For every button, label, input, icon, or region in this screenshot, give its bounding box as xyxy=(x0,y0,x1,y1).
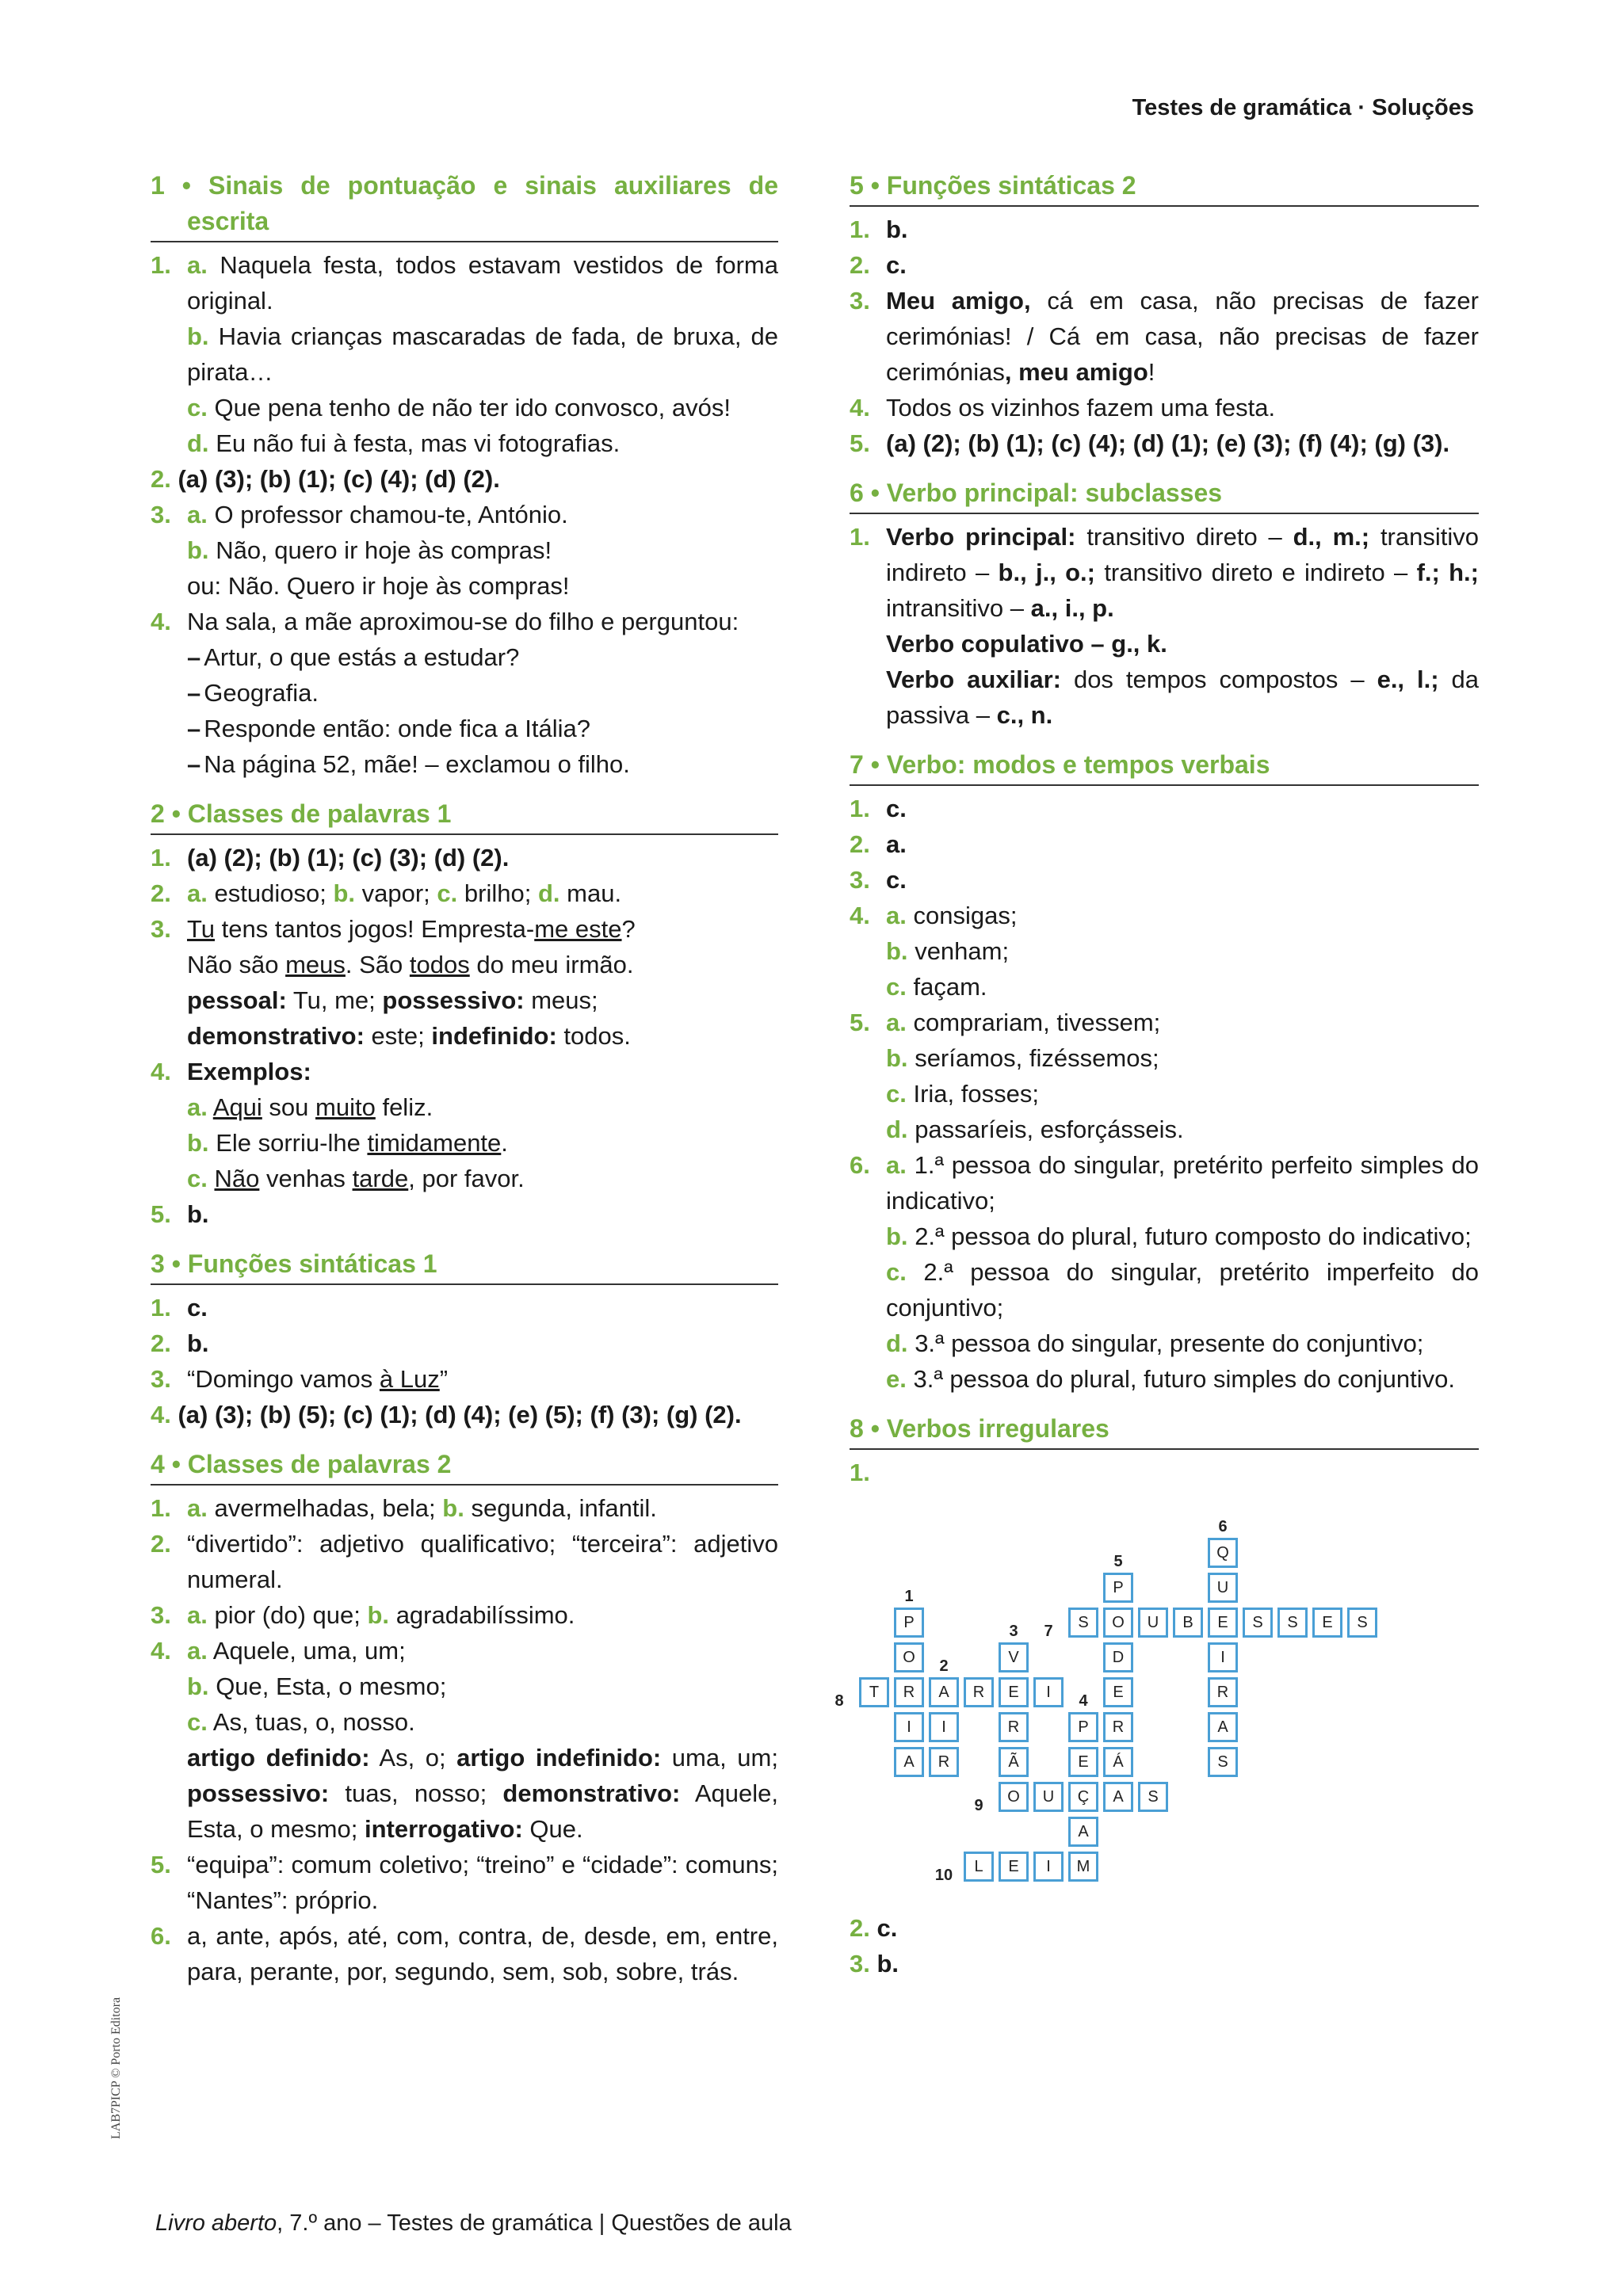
s7-item-6d: d. 3.ª pessoa do singular, presente do conjuntivo; xyxy=(886,1329,1424,1357)
crossword-cell: A xyxy=(894,1747,924,1777)
s2-item-3-line2: Não são meus. São todos do meu irmão. xyxy=(187,951,634,978)
page-footer: Livro aberto, 7.º ano – Testes de gramática | Questões de aula xyxy=(155,2210,792,2236)
s7-item-6e: e. 3.ª pessoa do plural, futuro simples do conjuntivo. xyxy=(886,1365,1456,1393)
crossword-cell: E xyxy=(1208,1608,1238,1638)
s7-item-6a: 6. a. 1.ª pessoa do singular, pretérito perfeito simples do indicativo; xyxy=(850,1151,1479,1215)
s7-item-6b: b. 2.ª pessoa do plural, futuro composto do indicativo; xyxy=(886,1222,1472,1250)
s2-item-4c: c. Não venhas tarde, por favor. xyxy=(187,1165,525,1192)
crossword-cell: S xyxy=(1277,1608,1308,1638)
crossword-cell: S xyxy=(1208,1747,1238,1777)
s1-item-3ou: ou: Não. Quero ir hoje às compras! xyxy=(187,572,570,600)
section-3-title: 3 • Funções sintáticas 1 xyxy=(151,1246,778,1285)
s4-item-3: 3. a. pior (do) que; b. agradabilíssimo. xyxy=(151,1601,575,1629)
s6-copulativo: Verbo copulativo – g., k. xyxy=(886,630,1167,658)
dialogue-line: – Responde então: onde fica a Itália? xyxy=(187,715,591,742)
s4-item-5: 5. “equipa”: comum coletivo; “treino” e “cidade”: comuns; “Nantes”: próprio. xyxy=(151,1851,778,1914)
section-5 xyxy=(850,168,1479,461)
crossword-clue-number: 5 xyxy=(1113,1553,1123,1570)
section-6-title: 6 • Verbo principal: subclasses xyxy=(850,475,1479,514)
section-2 xyxy=(151,796,778,1232)
crossword-cell: R xyxy=(1208,1677,1238,1707)
s7-item-5a: 5. a. comprariam, tivessem; xyxy=(850,1009,1161,1036)
crossword-cell: S xyxy=(1243,1608,1273,1638)
s2-item-3-line4: demonstrativo: este; indefinido: todos. xyxy=(187,1022,631,1050)
s2-item-4: 4. Exemplos: xyxy=(151,1058,311,1085)
crossword-cell: S xyxy=(1347,1608,1377,1638)
crossword-cell: Ç xyxy=(1068,1782,1098,1812)
crossword-cell: P xyxy=(894,1608,924,1638)
left-column xyxy=(151,168,778,2004)
s3-item-3: 3. “Domingo vamos à Luz” xyxy=(151,1365,449,1393)
crossword-cell: U xyxy=(1138,1608,1168,1638)
s4-item-2: 2. “divertido”: adjetivo qualificativo; “terceira”: adjetivo numeral. xyxy=(151,1530,778,1593)
crossword-cell: R xyxy=(894,1677,924,1707)
crossword-clue-number: 6 xyxy=(1218,1518,1228,1535)
s2-item-4b: b. Ele sorriu-lhe timidamente. xyxy=(187,1129,508,1157)
crossword-cell: B xyxy=(1173,1608,1203,1638)
s5-item-4: 4. Todos os vizinhos fazem uma festa. xyxy=(850,394,1276,421)
section-5-title: 5 • Funções sintáticas 2 xyxy=(850,168,1479,207)
s8-item-2: 2. c. xyxy=(850,1914,898,1942)
right-column xyxy=(834,168,1480,1996)
crossword-cell: S xyxy=(1138,1782,1168,1812)
s1-item-1a: 1. a. Naquela festa, todos estavam vestidos de forma original. xyxy=(151,251,778,315)
crossword-cell: E xyxy=(999,1852,1029,1882)
s4-item-4c: c. As, tuas, o, nosso. xyxy=(187,1708,415,1736)
s3-item-1: 1. c. xyxy=(151,1294,208,1322)
crossword-cell: O xyxy=(894,1642,924,1672)
crossword-cell: P xyxy=(1103,1573,1133,1603)
crossword-cell: D xyxy=(1103,1642,1133,1672)
section-2-title: 2 • Classes de palavras 1 xyxy=(151,796,778,835)
s7-item-4c: c. façam. xyxy=(886,973,987,1001)
copyright-note: LAB7PICP © Porto Editora xyxy=(109,1997,123,2139)
crossword-cell: R xyxy=(1103,1712,1133,1742)
s4-item-4a: 4. a. Aquele, uma, um; xyxy=(151,1637,406,1665)
s8-item-1: 1. xyxy=(850,1459,870,1486)
crossword-clue-number: 9 xyxy=(974,1797,983,1814)
crossword-clue-number: 2 xyxy=(939,1657,949,1675)
s1-item-1c: c. Que pena tenho de não ter ido convosco, avós! xyxy=(187,394,731,421)
s4-item-6: 6. a, ante, após, até, com, contra, de, desde, em, entre, para, perante, por, segundo, sem, sob, sobre, trás. xyxy=(151,1922,778,1985)
dialogue-line: – Geografia. xyxy=(187,679,319,707)
s1-item-2: 2. (a) (3); (b) (1); (c) (4); (d) (2). xyxy=(151,465,500,493)
s2-item-2: 2. a. estudioso; b. vapor; c. brilho; d. mau. xyxy=(151,879,622,907)
section-8 xyxy=(834,1411,1479,1981)
section-1 xyxy=(151,168,778,782)
crossword-cell: E xyxy=(1068,1747,1098,1777)
crossword-cell: L xyxy=(964,1852,994,1882)
s3-item-2: 2. b. xyxy=(151,1329,209,1357)
crossword-cell: R xyxy=(964,1677,994,1707)
crossword-cell: O xyxy=(999,1782,1029,1812)
s1-item-1d: d. Eu não fui à festa, mas vi fotografias. xyxy=(187,429,621,457)
section-8-title: 8 • Verbos irregulares xyxy=(850,1411,1479,1450)
s4-item-1: 1. a. avermelhadas, bela; b. segunda, infantil. xyxy=(151,1494,657,1522)
s7-item-5c: c. Iria, fosses; xyxy=(886,1080,1039,1108)
crossword-cell: A xyxy=(1068,1817,1098,1847)
crossword-cell: I xyxy=(1208,1642,1238,1672)
crossword-cell: S xyxy=(1068,1608,1098,1638)
s1-item-3b: b. Não, quero ir hoje às compras! xyxy=(187,536,552,564)
s7-item-4b: b. venham; xyxy=(886,937,1010,965)
crossword-cell: T xyxy=(859,1677,889,1707)
crossword-clue-number: 1 xyxy=(904,1588,914,1605)
s7-item-1: 1. c. xyxy=(850,795,907,822)
s1-item-4: 4. Na sala, a mãe aproximou-se do filho e perguntou: xyxy=(151,608,739,635)
crossword-cell: E xyxy=(1312,1608,1342,1638)
s2-item-5: 5. b. xyxy=(151,1200,209,1228)
crossword-cell: I xyxy=(929,1712,959,1742)
section-3 xyxy=(151,1246,778,1432)
s5-item-1: 1. b. xyxy=(850,215,908,243)
s7-item-5b: b. seríamos, fizéssemos; xyxy=(886,1044,1159,1072)
s5-item-5: 5. (a) (2); (b) (1); (c) (4); (d) (1); (e) (3); (f) (4); (g) (3). xyxy=(850,429,1450,457)
section-7-title: 7 • Verbo: modos e tempos verbais xyxy=(850,747,1479,786)
crossword-cell: A xyxy=(1208,1712,1238,1742)
crossword-cell: P xyxy=(1068,1712,1098,1742)
crossword-cell: U xyxy=(1208,1573,1238,1603)
s2-item-3-line3: pessoal: Tu, me; possessivo: meus; xyxy=(187,986,598,1014)
section-6 xyxy=(850,475,1479,733)
page-header: Testes de gramática · Soluções xyxy=(1132,95,1474,120)
s2-item-3: 3. Tu tens tantos jogos! Empresta-me este? xyxy=(151,915,636,943)
s3-item-4: 4. (a) (3); (b) (5); (c) (1); (d) (4); (e) (5); (f) (3); (g) (2). xyxy=(151,1401,742,1428)
crossword-cell: R xyxy=(999,1712,1029,1742)
s7-item-3: 3. c. xyxy=(850,866,907,894)
s1-item-3a: 3. a. O professor chamou-te, António. xyxy=(151,501,568,528)
s2-item-1: 1. (a) (2); (b) (1); (c) (3); (d) (2). xyxy=(151,844,510,871)
section-1-title: 1 • Sinais de pontuação e sinais auxiliares de escrita xyxy=(151,168,778,242)
s2-item-4a: a. Aqui sou muito feliz. xyxy=(187,1093,433,1121)
crossword-cell: I xyxy=(1033,1852,1064,1882)
dialogue-line: – Na página 52, mãe! – exclamou o filho. xyxy=(187,750,630,778)
crossword-cell: M xyxy=(1068,1852,1098,1882)
crossword-cell: Q xyxy=(1208,1538,1238,1568)
section-7 xyxy=(850,747,1479,1397)
crossword-cell: I xyxy=(894,1712,924,1742)
crossword-cell: Ã xyxy=(999,1747,1029,1777)
s6-item-1: 1. Verbo principal: transitivo direto – d., m.; transitivo indireto – b., j., o.; transitivo direto e indireto – f.; h.; intransitivo – a., i., p. xyxy=(850,523,1479,622)
s7-item-2: 2. a. xyxy=(850,830,907,858)
crossword-cell: E xyxy=(1103,1677,1133,1707)
crossword-cell: O xyxy=(1103,1608,1133,1638)
crossword-cell: U xyxy=(1033,1782,1064,1812)
crossword-cell: A xyxy=(1103,1782,1133,1812)
s8-item-3: 3. b. xyxy=(850,1950,899,1978)
crossword-clue-number: 7 xyxy=(1044,1623,1053,1640)
crossword-cell: E xyxy=(999,1677,1029,1707)
s5-item-2: 2. c. xyxy=(850,251,907,279)
crossword-grid xyxy=(834,1498,1468,1910)
crossword-cell: I xyxy=(1033,1677,1064,1707)
s7-item-6c: c. 2.ª pessoa do singular, pretérito imperfeito do conjuntivo; xyxy=(886,1258,1479,1322)
section-4-title: 4 • Classes de palavras 2 xyxy=(151,1447,778,1486)
s4-item-4b: b. Que, Esta, o mesmo; xyxy=(187,1672,447,1700)
crossword-cell: R xyxy=(929,1747,959,1777)
s4-item-4-classes: artigo definido: As, o; artigo indefinido: uma, um; possessivo: tuas, nosso; demonstrativo: Aquele, Esta, o mesmo; interrogativo: Que. xyxy=(187,1744,778,1843)
dialogue-line: – Artur, o que estás a estudar? xyxy=(187,643,520,671)
crossword-cell: Á xyxy=(1103,1747,1133,1777)
crossword-clue-number: 8 xyxy=(834,1692,844,1710)
s1-item-1b: b. Havia crianças mascaradas de fada, de bruxa, de pirata… xyxy=(187,322,778,386)
crossword-cell: A xyxy=(929,1677,959,1707)
crossword-cell: V xyxy=(999,1642,1029,1672)
crossword-clue-number: 10 xyxy=(934,1867,953,1884)
s6-auxiliar: Verbo auxiliar: dos tempos compostos – e., l.; da passiva – c., n. xyxy=(886,666,1480,729)
section-4 xyxy=(151,1447,778,1989)
crossword-clue-number: 3 xyxy=(1009,1623,1018,1640)
s7-item-5d: d. passaríeis, esforçásseis. xyxy=(886,1116,1184,1143)
s7-item-4a: 4. a. consigas; xyxy=(850,902,1018,929)
s5-item-3: 3. Meu amigo, cá em casa, não precisas de fazer cerimónias! / Cá em casa, não precisas de fazer cerimónias, meu amigo! xyxy=(850,287,1479,386)
crossword-clue-number: 4 xyxy=(1079,1692,1088,1710)
